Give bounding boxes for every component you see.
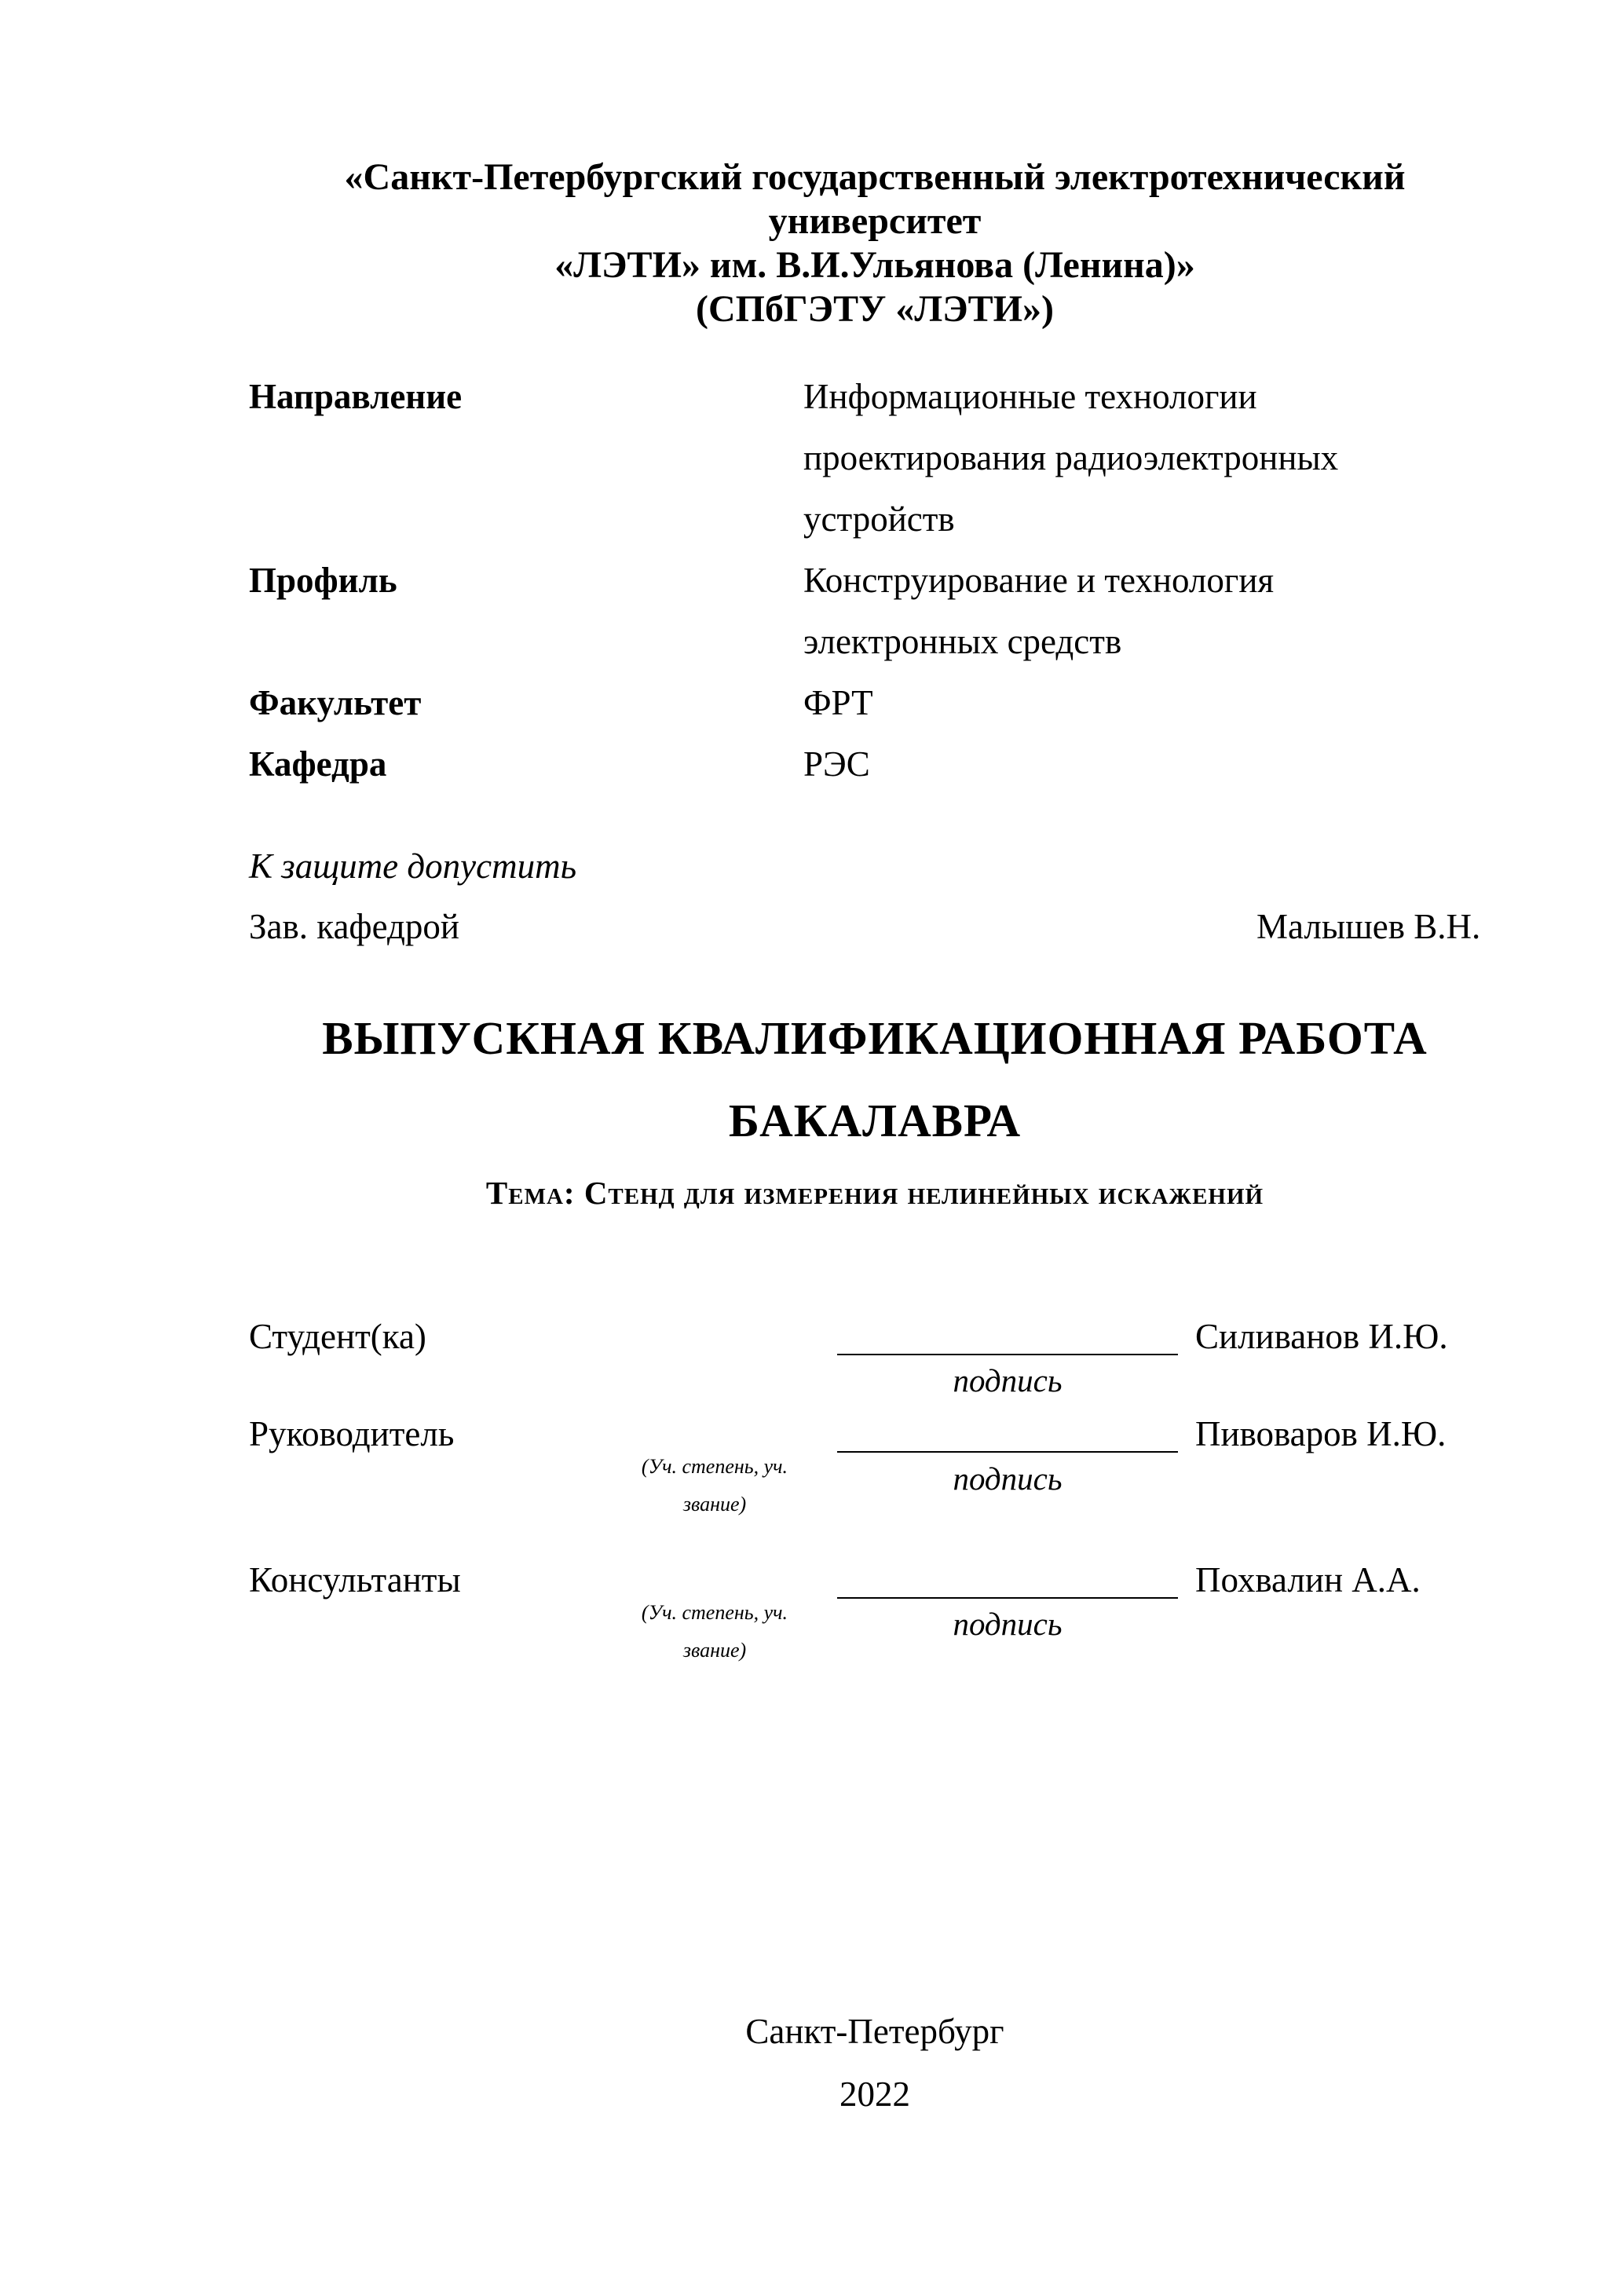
- admit-to-defense-text: К защите допустить: [249, 846, 577, 886]
- profile-value-line1: Конструирование и технология: [803, 561, 1275, 600]
- supervisor-name: Пивоваров И.Ю.: [1195, 1414, 1447, 1453]
- head-of-department-name: Малышев В.Н.: [1256, 907, 1481, 946]
- faculty-label: Факультет: [249, 683, 422, 722]
- work-title-line1: ВЫПУСКНАЯ КВАЛИФИКАЦИОННАЯ РАБОТА: [322, 1012, 1428, 1064]
- university-name-line2: университет: [768, 200, 982, 242]
- consultants-role-label: Консультанты: [249, 1560, 461, 1600]
- work-topic: Тема: Стенд для измерения нелинейных искажений: [485, 1175, 1264, 1211]
- direction-value-line1: Информационные технологии: [803, 377, 1257, 416]
- department-value: РЭС: [803, 744, 870, 784]
- supervisor-degree-caption: (Уч. степень, уч. звание): [641, 1455, 788, 1515]
- faculty-value: ФРТ: [803, 683, 873, 722]
- student-role-label: Студент(ка): [249, 1317, 426, 1356]
- university-abbreviation: (СПбГЭТУ «ЛЭТИ»): [696, 288, 1054, 330]
- profile-value-line2: электронных средств: [803, 622, 1122, 661]
- student-name: Силиванов И.Ю.: [1195, 1317, 1448, 1356]
- work-title-line2: БАКАЛАВРА: [728, 1095, 1022, 1146]
- direction-value-line3: устройств: [803, 499, 955, 539]
- consultant-name: Похвалин А.А.: [1195, 1560, 1421, 1600]
- supervisor-signature-line: [837, 1451, 1178, 1453]
- supervisor-role-label: Руководитель: [249, 1414, 455, 1453]
- head-of-department-label: Зав. кафедрой: [249, 907, 459, 946]
- direction-label: Направление: [249, 377, 463, 416]
- consultants-signature-line: [837, 1597, 1178, 1599]
- city: Санкт-Петербург: [745, 2012, 1004, 2051]
- consultants-degree-caption: (Уч. степень, уч. звание): [641, 1601, 788, 1662]
- direction-value-line2: проектирования радиоэлектронных: [803, 438, 1339, 477]
- student-signature-caption: подпись: [953, 1362, 1063, 1398]
- year: 2022: [839, 2075, 910, 2114]
- profile-label: Профиль: [249, 561, 397, 600]
- university-name-line3: «ЛЭТИ» им. В.И.Ульянова (Ленина)»: [554, 244, 1195, 286]
- student-signature-line: [837, 1354, 1178, 1355]
- consultants-signature-caption: подпись: [953, 1606, 1063, 1642]
- department-label: Кафедра: [249, 744, 387, 784]
- university-name-line1: «Санкт-Петербургский государственный электротехнический: [344, 156, 1406, 198]
- supervisor-signature-caption: подпись: [953, 1461, 1063, 1497]
